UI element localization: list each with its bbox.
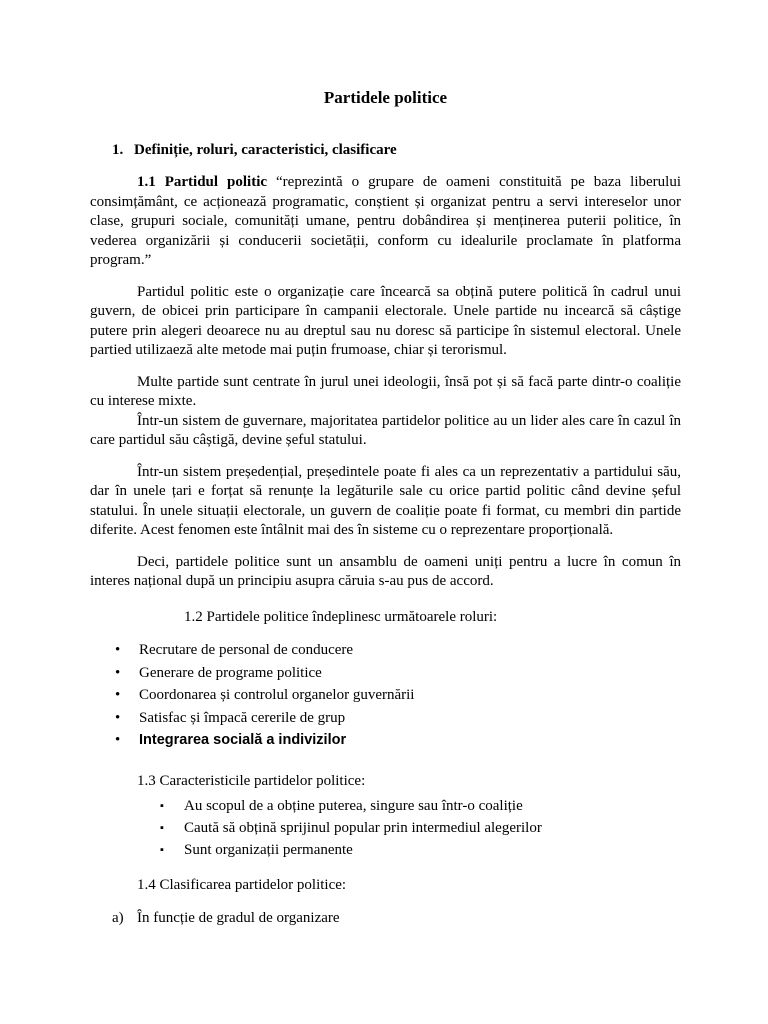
square-bullet-icon: ▪ xyxy=(160,800,164,812)
section-1-heading xyxy=(90,141,681,161)
paragraph-2: Partidul politic este o organizație care încearcă sa obțină putere politică în cadrul unui guvern, de obicei prin participare în campanii electorale. Unele partide nu incearcă să câștige putere prin alegeri deoarece nu au dreptul sau nu doresc să participe în sistemul electoral. Unele partied utilizaeză alte metode mai puțin frumoase, chiar și terorismul. xyxy=(90,283,681,358)
list-item-text: Coordonarea și controlul organelor guvernării xyxy=(139,687,415,703)
paragraph-5: Într-un sistem președențial, președintele poate fi ales ca un reprezentativ a partidului său, dar în unele țari e forțat să renunțe la legăturile sale cu orice partid politic când devine șeful statului. În unele situații electorale, un guvern de coaliție poate fi format, cu membri din partide diferite. Acest fenomen este întâlnit mai des în sisteme cu o reprezentare proporțională. xyxy=(90,463,681,538)
list-item xyxy=(90,709,681,729)
list-item-text: Generare de programe politice xyxy=(139,664,322,681)
document-title: Partidele politice xyxy=(323,88,448,107)
list-item-text: Caută să obțină sprijinul popular prin intermediul alegerilor xyxy=(184,820,542,836)
paragraph-1-1-body: “reprezintă o grupare de oameni constituită pe baza liberului consimțământ, ce acționează programatic, conștient și organizat pentru a servi intereselor unor clase, grupuri sociale, comunități umane, pentru dobândirea și menținerea puterii politice, în vederea organizării și conducerii societății, conform cu idealurile proclamate în platforma program.” xyxy=(90,174,682,268)
heading-1-3: 1.3 Caracteristicile partidelor politice: xyxy=(137,772,366,789)
list-item-text: Recrutare de personal de conducere xyxy=(139,642,354,658)
bullet-icon: • xyxy=(115,642,121,658)
list-item xyxy=(90,797,681,817)
classification-item-a-label: a) xyxy=(112,910,124,926)
characteristics-list xyxy=(90,797,681,861)
list-item xyxy=(90,686,681,706)
list-item xyxy=(90,664,681,684)
heading-1-4: 1.4 Clasificarea partidelor politice: xyxy=(137,876,347,893)
square-bullet-icon: ▪ xyxy=(160,844,164,856)
list-item-text: Integrarea socială a indivizilor xyxy=(139,732,347,748)
bullet-icon: • xyxy=(115,732,121,748)
list-item-text: Satisfac și împacă cererile de grup xyxy=(139,709,346,726)
list-item-text: Au scopul de a obține puterea, singure sau într-o coaliție xyxy=(184,798,523,814)
paragraph-6: Deci, partidele politice sunt un ansamblu de oameni uniți pentru a lucre în comun în interes național după un principiu asupra căruia s-au pus de accord. xyxy=(90,553,681,589)
paragraph-1-1 xyxy=(90,173,681,271)
list-item-text: Sunt organizații permanente xyxy=(184,842,353,858)
heading-1-2: 1.2 Partidele politice îndeplinesc următoarele roluri: xyxy=(184,608,498,625)
paragraph-1-1-lead: 1.1 Partidul politic xyxy=(137,174,268,190)
square-bullet-icon: ▪ xyxy=(160,822,164,834)
paragraph-3: Multe partide sunt centrate în jurul unei ideologii, însă pot și să facă parte dintr-o coaliție cu interese mixte. xyxy=(90,373,681,409)
bullet-icon: • xyxy=(115,664,121,681)
classification-item-a xyxy=(90,909,681,929)
list-item xyxy=(90,841,681,861)
bullet-icon: • xyxy=(115,687,121,703)
list-item xyxy=(90,819,681,839)
roles-list xyxy=(90,641,681,751)
classification-item-a-text: În funcție de gradul de organizare xyxy=(137,910,340,926)
list-item xyxy=(90,641,681,661)
bullet-icon: • xyxy=(115,709,121,726)
paragraph-4: Într-un sistem de guvernare, majoritatea partidelor politice au un lider ales care în cazul în care partidul său câștigă, devine șeful statului. xyxy=(90,412,681,448)
section-1-title: Definiție, roluri, caracteristici, clasificare xyxy=(134,141,397,158)
section-1-number: 1. xyxy=(112,141,124,158)
list-item xyxy=(90,731,681,751)
